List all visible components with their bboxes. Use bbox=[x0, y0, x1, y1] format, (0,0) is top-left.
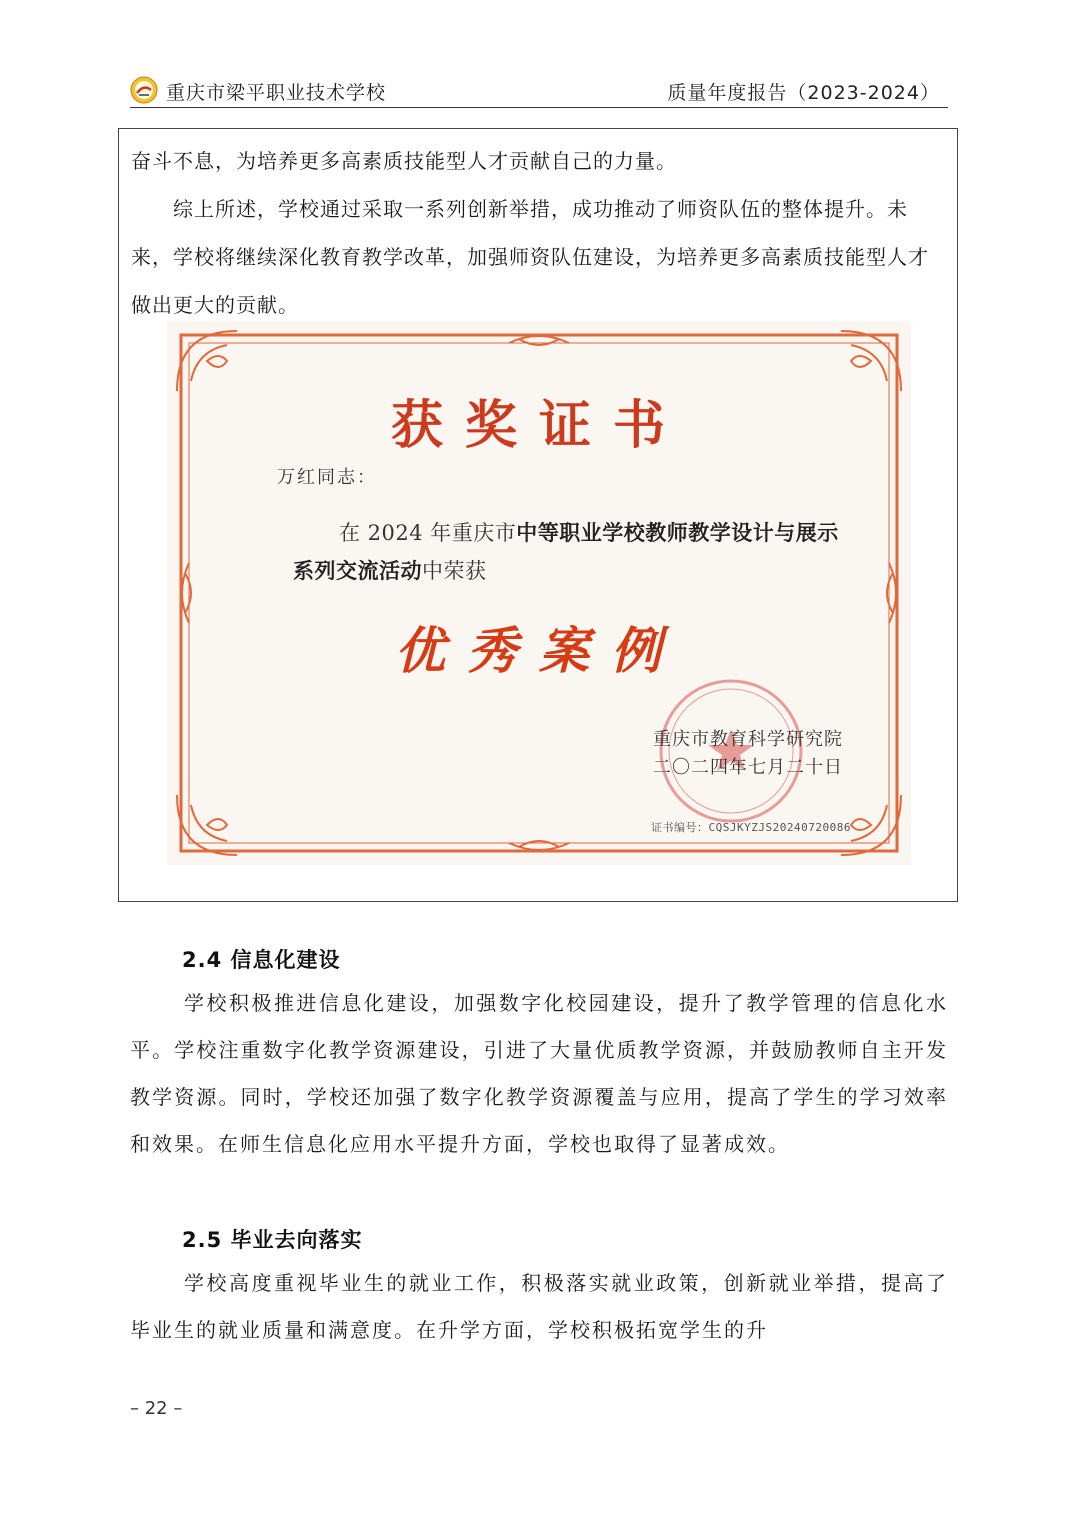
box-paragraph-1: 奋斗不息，为培养更多高素质技能型人才贡献自己的力量。 bbox=[131, 149, 677, 173]
certificate-body-line-1: 在 2024 年重庆市中等职业学校教师教学设计与展示 bbox=[339, 520, 839, 545]
content-box bbox=[118, 128, 958, 902]
report-title: 质量年度报告（2023-2024） bbox=[667, 82, 940, 104]
award-certificate bbox=[167, 321, 911, 865]
school-logo-icon bbox=[130, 76, 158, 104]
official-seal bbox=[661, 681, 801, 821]
section-heading-2-5: 2.5 毕业去向落实 bbox=[182, 1228, 363, 1252]
certificate-date: 二〇二四年七月二十日 bbox=[653, 757, 843, 778]
page-number: – 22 – bbox=[130, 1398, 183, 1419]
certificate-award: 优秀案例 bbox=[395, 621, 683, 680]
certificate-issuer: 重庆市教育科学研究院 bbox=[653, 729, 843, 750]
section-body-2-5: 学校高度重视毕业生的就业工作，积极落实就业政策，创新就业举措，提高了毕业生的就业质量和满意度。在升学方面，学校积极拓宽学生的升 bbox=[130, 1271, 948, 1342]
school-name: 重庆市梁平职业技术学校 bbox=[166, 82, 387, 104]
page-header bbox=[130, 72, 948, 108]
box-text bbox=[131, 137, 947, 329]
box-paragraph-2: 综上所述，学校通过采取一系列创新举措，成功推动了师资队伍的整体提升。未来，学校将继续深化教育教学改革，加强师资队伍建设，为培养更多高素质技能型人才做出更大的贡献。 bbox=[131, 197, 929, 317]
certificate-recipient: 万红同志： bbox=[277, 467, 377, 488]
certificate-title: 获奖证书 bbox=[390, 395, 687, 456]
certificate-body-line-2: 系列交流活动中荣获 bbox=[293, 558, 487, 583]
section-heading-2-4: 2.4 信息化建设 bbox=[182, 948, 341, 972]
certificate-number: 证书编号：CQSJKYZJS20240720086 bbox=[651, 821, 851, 834]
section-body-2-4: 学校积极推进信息化建设，加强数字化校园建设，提升了教学管理的信息化水平。学校注重数字化教学资源建设，引进了大量优质教学资源，并鼓励教师自主开发教学资源。同时，学校还加强了数字化教学资源覆盖与应用，提高了学生的学习效率和效果。在师生信息化应用水平提升方面，学校也取得了显著成效。 bbox=[130, 991, 948, 1156]
